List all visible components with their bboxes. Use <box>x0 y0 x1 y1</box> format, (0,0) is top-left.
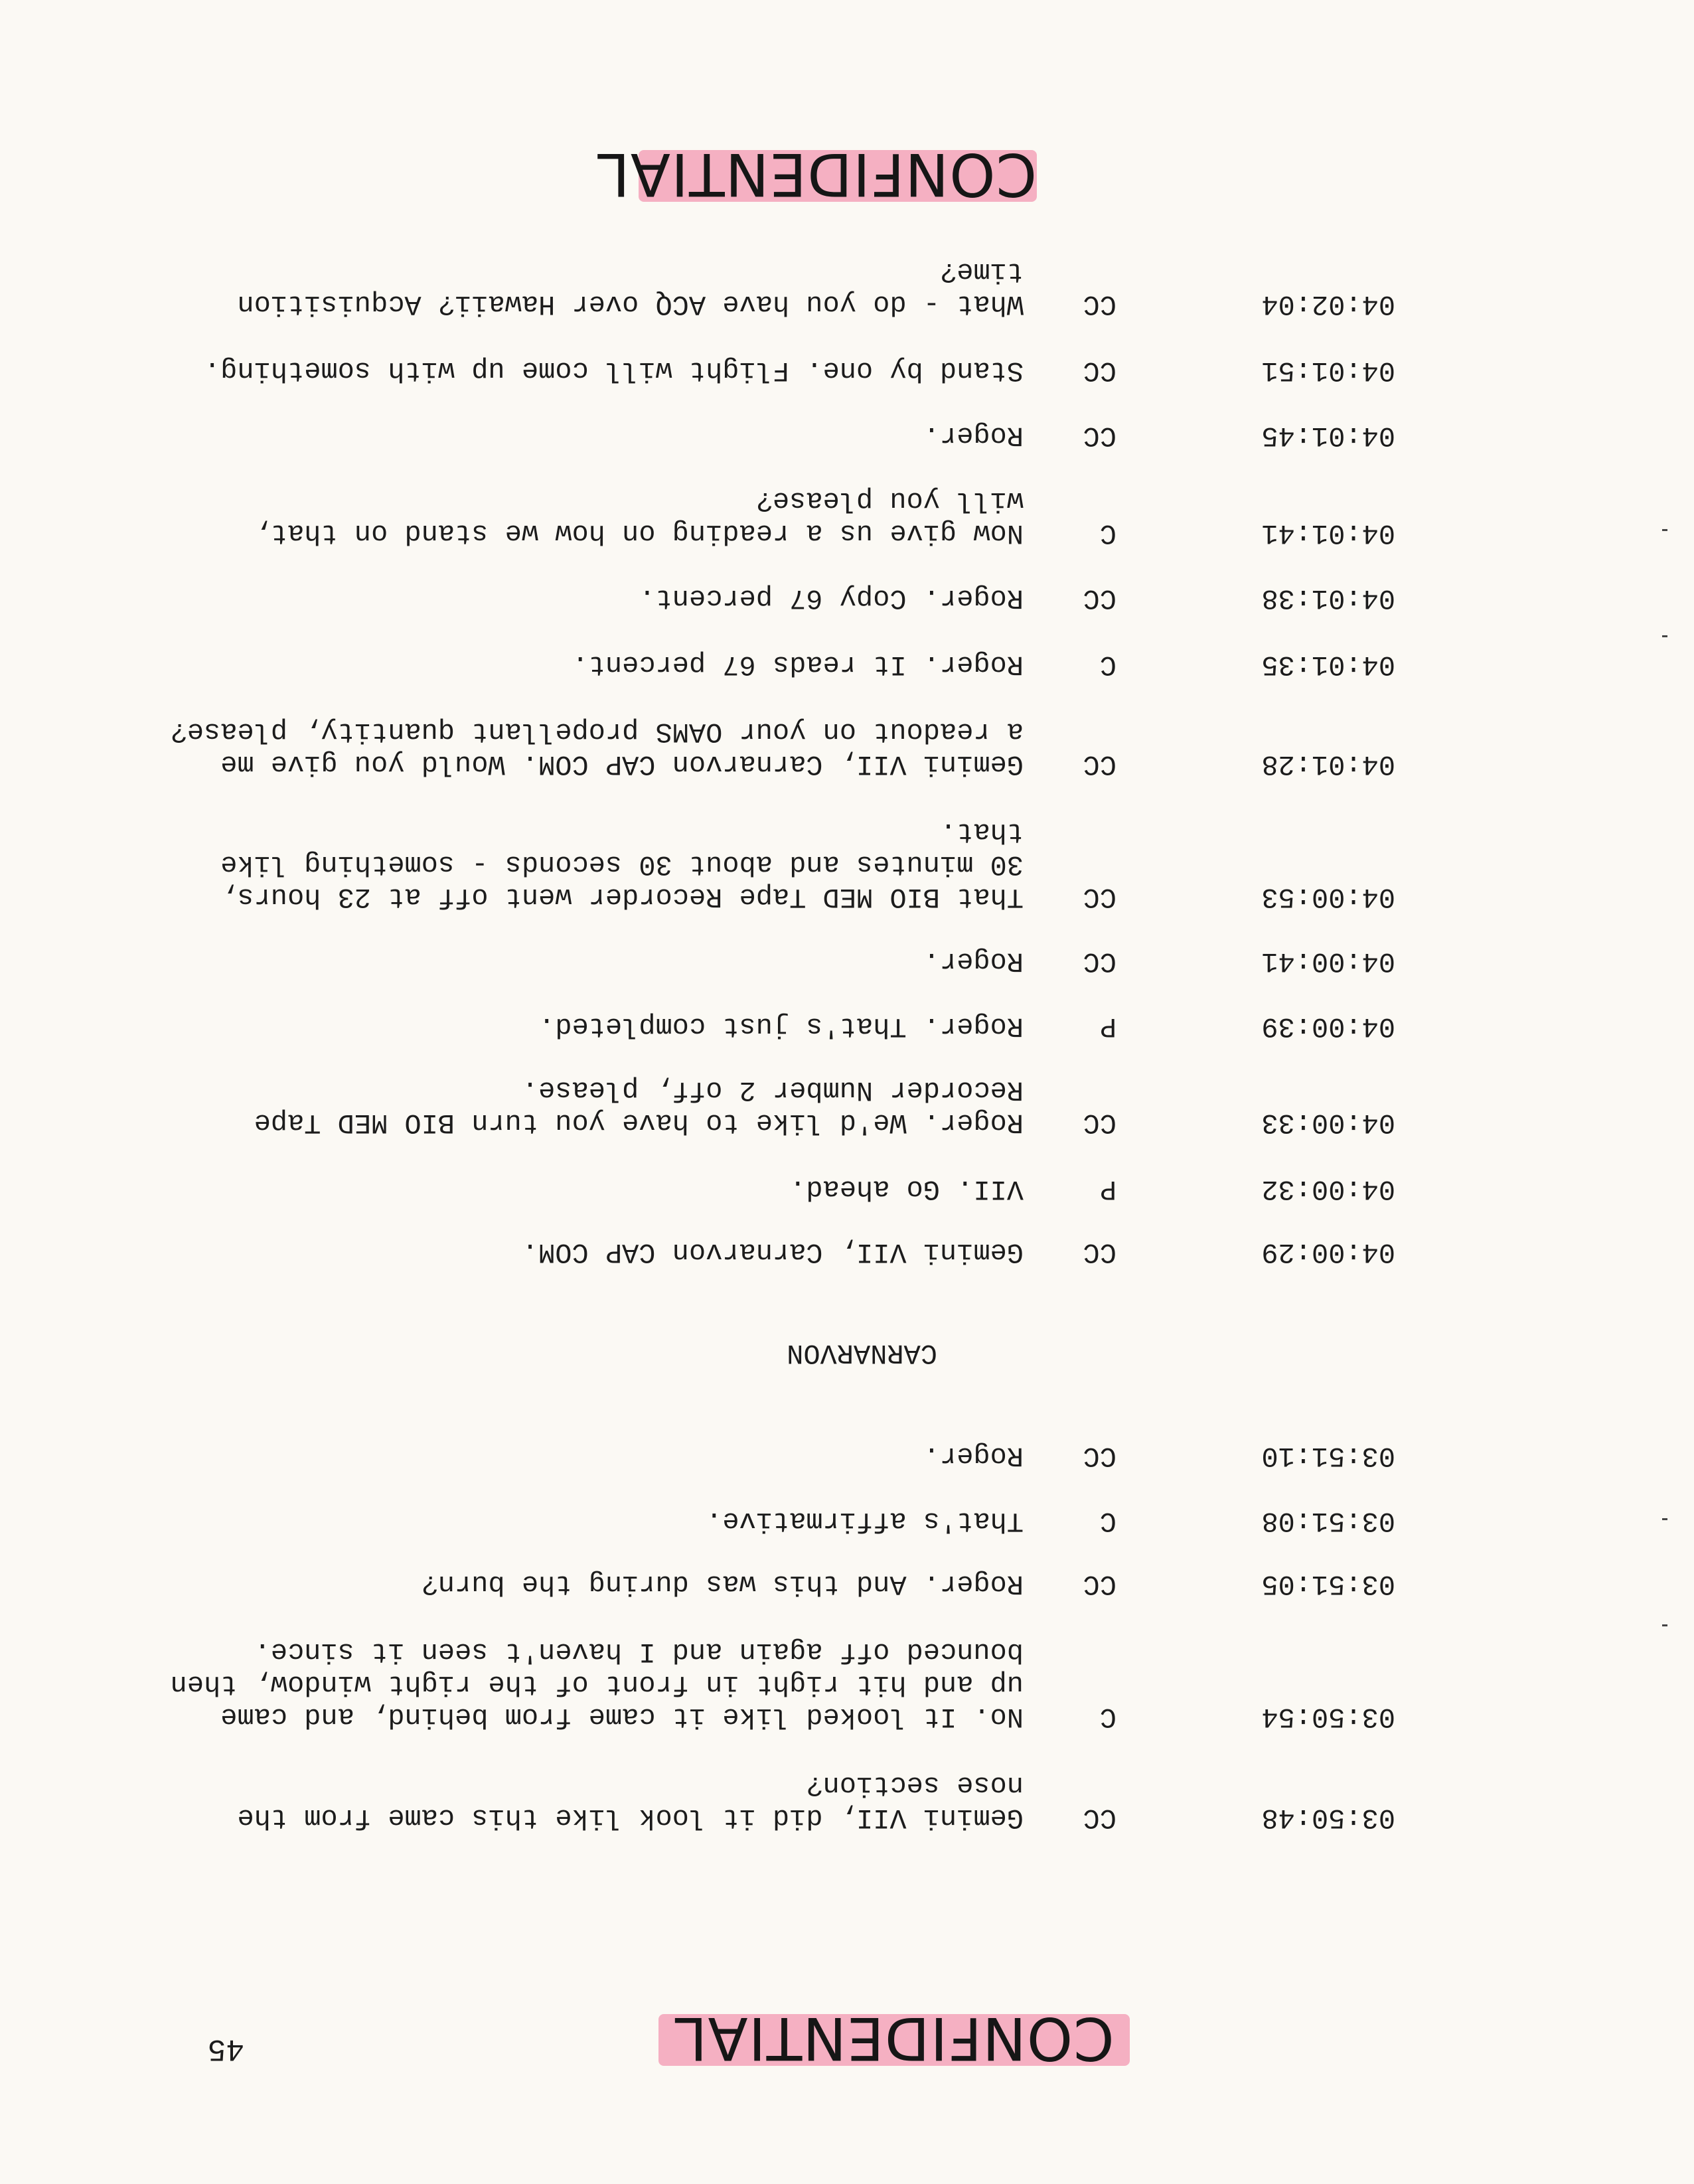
stamp-text: CONFIDENTIAL <box>596 140 1037 208</box>
entry-speaker: CC <box>1083 1236 1116 1268</box>
entry-text: VII. Go ahead. <box>789 1173 1024 1205</box>
entry-speaker: C <box>1099 1701 1116 1733</box>
entry-text: Roger. Copy 67 percent. <box>639 582 1024 614</box>
entry-text: Roger. That's just completed. <box>538 1010 1024 1042</box>
entry-text: Roger. <box>923 945 1024 977</box>
entry-speaker: CC <box>1083 1802 1116 1833</box>
margin-mark <box>1662 1624 1667 1626</box>
entry-text: Gemini VII, Carnarvon CAP COM. <box>521 1236 1024 1268</box>
confidential-stamp-bottom <box>596 134 1037 214</box>
entry-time: 04:01:35 <box>1261 649 1395 680</box>
entry-text: Roger. <box>923 420 1024 451</box>
entry-text: Gemini VII, Carnarvon CAP COM. Would you give me a readout on your OAMS propellant quantity, please? <box>170 716 1024 780</box>
page-number: 45 <box>207 2031 244 2066</box>
entry-time: 04:00:29 <box>1261 1236 1395 1268</box>
entry-text: Roger. We'd like to have you turn BIO MED Tape Recorder Number 2 off, please. <box>254 1074 1024 1138</box>
entry-speaker: CC <box>1083 945 1116 977</box>
entry-text: Now give us a reading on how we stand on that, will you please? <box>254 485 1024 549</box>
entry-time: 04:00:32 <box>1261 1173 1395 1205</box>
entry-speaker: C <box>1099 1505 1116 1537</box>
margin-mark <box>1662 529 1667 531</box>
entry-time: 04:00:41 <box>1261 945 1395 977</box>
entry-time: 03:50:48 <box>1261 1802 1395 1833</box>
entry-text: Roger. It reads 67 percent. <box>572 649 1024 680</box>
stamp-text: CONFIDENTIAL <box>674 2004 1115 2072</box>
section-heading: CARNARVON <box>787 1337 937 1369</box>
entry-speaker: CC <box>1083 748 1116 780</box>
entry-text: Gemini VII, did it look like this came from the nose section? <box>237 1769 1024 1833</box>
entry-speaker: CC <box>1083 1107 1116 1138</box>
margin-mark <box>1662 1518 1667 1520</box>
entry-speaker: CC <box>1083 1568 1116 1600</box>
entry-speaker: C <box>1099 649 1116 680</box>
entry-text: Roger. <box>923 1440 1024 1472</box>
entry-time: 04:00:53 <box>1261 881 1395 913</box>
entry-time: 04:01:38 <box>1261 582 1395 614</box>
entry-text: Roger. And this was during the burn? <box>421 1568 1024 1600</box>
entry-speaker: P <box>1099 1173 1116 1205</box>
margin-mark <box>1662 635 1667 637</box>
entry-speaker: CC <box>1083 1440 1116 1472</box>
entry-time: 03:50:54 <box>1261 1701 1395 1733</box>
entry-text: What - do you have ACQ over Hawaii? Acquisition time? <box>237 256 1024 320</box>
entry-time: 04:00:39 <box>1261 1010 1395 1042</box>
entry-speaker: CC <box>1083 582 1116 614</box>
entry-text: That BIO MED Tape Recorder went off at 23 hours, 30 minutes and about 30 seconds - something like that. <box>220 816 1024 913</box>
entry-speaker: P <box>1099 1010 1116 1042</box>
entry-time: 03:51:08 <box>1261 1505 1395 1537</box>
entry-time: 04:01:41 <box>1261 517 1395 549</box>
confidential-stamp-top <box>658 1998 1130 2078</box>
entry-time: 03:51:05 <box>1261 1568 1395 1600</box>
entry-time: 03:51:10 <box>1261 1440 1395 1472</box>
entry-text: Stand by one. Flight will come up with something. <box>203 354 1024 386</box>
entry-speaker: CC <box>1083 881 1116 913</box>
entry-time: 04:00:33 <box>1261 1107 1395 1138</box>
entry-speaker: CC <box>1083 420 1116 451</box>
entry-speaker: CC <box>1083 354 1116 386</box>
entry-time: 04:02:04 <box>1261 288 1395 320</box>
entry-time: 04:01:45 <box>1261 420 1395 451</box>
entry-time: 04:01:28 <box>1261 748 1395 780</box>
entry-text: That's affirmative. <box>706 1505 1024 1537</box>
entry-text: No. It looked like it came from behind, and came up and hit right in front of the right window, then bounced off again and I haven't seen it since. <box>170 1636 1024 1733</box>
entry-speaker: C <box>1099 517 1116 549</box>
entry-speaker: CC <box>1083 288 1116 320</box>
entry-time: 04:01:51 <box>1261 354 1395 386</box>
